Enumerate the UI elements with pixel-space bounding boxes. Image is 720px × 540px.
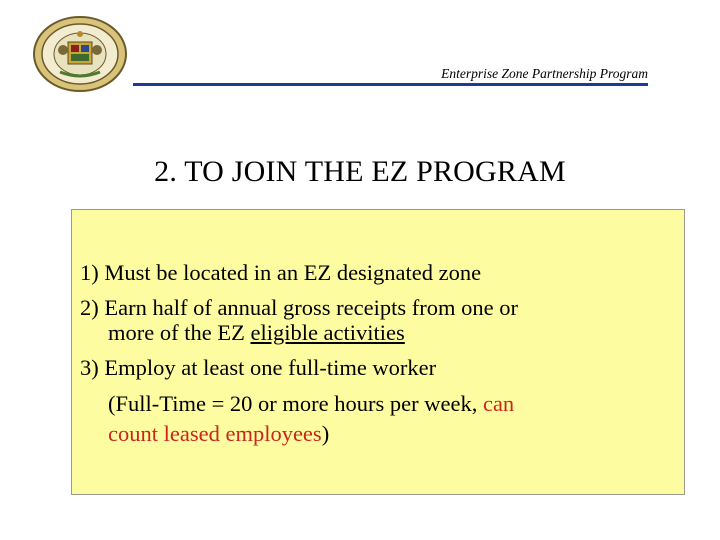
list-item-continuation (80, 318, 680, 348)
list-item (80, 293, 680, 348)
list-item (80, 258, 680, 288)
page-title: 2. TO JOIN THE EZ PROGRAM (154, 155, 566, 188)
list-item-number: 3) (80, 355, 99, 380)
header-title: Enterprise Zone Partnership Program (441, 66, 648, 81)
list-item-text: Must be located in an EZ designated zone (104, 260, 482, 285)
state-seal-icon (30, 14, 130, 94)
note-highlight-continued: count leased employees (108, 421, 322, 446)
header-divider (133, 83, 648, 86)
list-item-number: 2) (80, 295, 99, 320)
list-item (80, 353, 680, 449)
requirements-list (80, 258, 680, 454)
full-time-note (80, 389, 680, 449)
requirements-panel (71, 209, 685, 495)
note-highlight: can (482, 391, 515, 416)
eligible-activities-link[interactable]: eligible activities (250, 320, 405, 345)
list-item-continuation-text: more of the EZ (108, 320, 251, 345)
list-item-number: 1) (80, 260, 99, 285)
list-item-text: Earn half of annual gross receipts from one or (104, 295, 518, 320)
note-open-paren: ( (108, 391, 116, 416)
note-text: Full-Time = 20 or more hours per week, (115, 391, 483, 416)
list-item-text: Employ at least one full-time worker (104, 355, 437, 380)
note-close-paren: ) (321, 421, 330, 446)
